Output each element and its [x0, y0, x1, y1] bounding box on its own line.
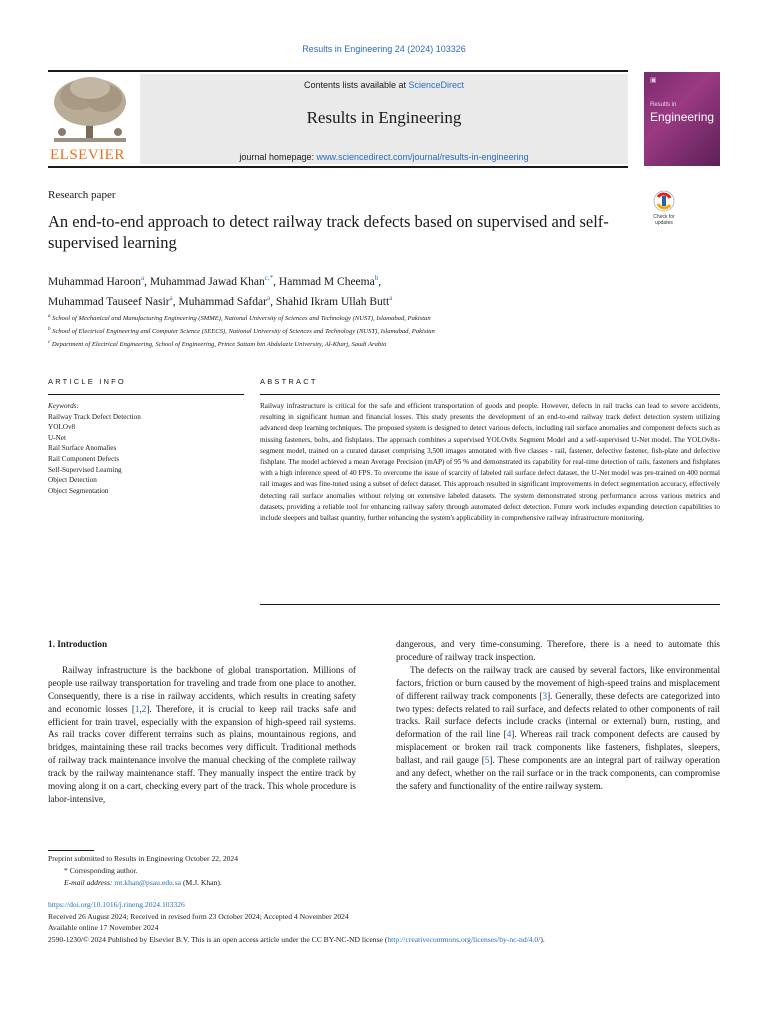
- keyword-item: Self-Supervised Learning: [48, 465, 122, 474]
- contents-prefix: Contents lists available at: [303, 80, 409, 90]
- paragraph-text: Railway infrastructure is the backbone of global transportation. Millions of people use railway transportation for traveling and trade from one place to another. Consequently, there is a rise in railway accidents, which results in creating safety and economic losses [: [48, 664, 356, 714]
- check-updates-label: Check for updates: [653, 214, 675, 226]
- paragraph-text: ,: [139, 703, 142, 714]
- author-affiliation-mark[interactable]: a: [140, 274, 145, 282]
- author-name[interactable]: Hammad M Cheema: [278, 275, 375, 288]
- abstract-bottom-rule: [260, 604, 720, 605]
- footnote-rule: [48, 850, 94, 851]
- body-paragraph: [396, 664, 720, 793]
- article-type: Research paper: [48, 189, 116, 201]
- affiliation-key: a: [48, 314, 51, 319]
- paragraph-text: ]. Generally, these defects are categorized into two types: defects related to rail surface, and defects related to other components of rail tracks. Rail surface defects include cracks (internal or external) burn, rusting, and deformation of the rail line [: [396, 690, 720, 740]
- body-paragraph: [48, 664, 356, 806]
- email-note: [48, 877, 728, 889]
- article-title: An end-to-end approach to detect railway track defects based on supervised and self-supervised learning: [48, 212, 609, 252]
- body-column-left: [48, 638, 356, 806]
- homepage-link[interactable]: www.sciencedirect.com/journal/results-in-engineering: [316, 152, 529, 162]
- available-online: Available online 17 November 2024: [48, 923, 159, 933]
- license-line: [48, 934, 728, 946]
- author-separator: ,: [172, 295, 179, 308]
- author-name[interactable]: Muhammad Tauseef Nasir: [48, 295, 170, 308]
- paragraph-text: The defects on the railway track are caused by several factors, like environmental factors, friction or burn caused by the movement of high-speed trains and misplacement of different railway track components [: [396, 664, 720, 701]
- header-rule-bottom: [48, 166, 628, 168]
- journal-title: Results in Engineering: [306, 108, 462, 127]
- affiliation-text: School of Electrical Engineering and Computer Science (SEECS), National University of Sciences and Technology (NUST), Islamabad, Pakistan: [52, 328, 435, 336]
- affiliation-item: [48, 311, 708, 324]
- citation-link[interactable]: 5: [484, 755, 490, 766]
- author-affiliation-mark[interactable]: b: [374, 274, 379, 282]
- keyword-item: Railway Track Defect Detection: [48, 412, 141, 421]
- author-name[interactable]: Muhammad Safdar: [178, 295, 267, 308]
- cover-small-text: Results in: [650, 102, 677, 108]
- paragraph-text: ]. Therefore, it is crucial to keep rail tracks safe and efficient for train travel, especially with the expansion of high-speed rail systems. As rail tracks cover different terrains such as plains, mountainous regions, and bridges, maintaining these rail tracks becomes very difficult. Traditional methods of railway track maintenance involve the manual checking of the complete railway track by the railway maintenance staff. They manually inspect the entire track by moving along it on a cart, checking every part of the track. This whole procedure is labor-intensive,: [48, 703, 356, 804]
- author-separator: ,: [378, 275, 382, 288]
- affiliation-key: c: [48, 340, 51, 346]
- header-rule-top: [48, 70, 628, 72]
- publication-info: [48, 899, 728, 946]
- author-list: [48, 270, 688, 310]
- license-text: ).: [540, 935, 545, 945]
- paragraph-text: ]. Whereas rail track component defects are caused by misplacement or broken rail track components like fasteners, fishplates, sleepers, ballast, and rail gauge [: [396, 729, 721, 766]
- keyword-item: Object Segmentation: [48, 486, 109, 495]
- doi-link[interactable]: https://doi.org/10.1016/j.rineng.2024.103326: [48, 900, 185, 909]
- keyword-item: YOLOv8: [48, 423, 76, 432]
- author-name[interactable]: Shahid Ikram Ullah Butt: [275, 295, 390, 308]
- keyword-item: Rail Surface Anomalies: [48, 444, 117, 453]
- email-suffix: (M.J. Khan).: [182, 878, 222, 888]
- citation-link[interactable]: 2: [141, 703, 147, 714]
- contents-line: [140, 80, 628, 90]
- license-text: 2590-1230/© 2024 Published by Elsevier B.V. This is an open access article under the CC BY-NC-ND license (: [48, 935, 388, 945]
- corresponding-mark: *: [64, 866, 68, 876]
- affiliation-list: [48, 311, 708, 351]
- author-affiliation-mark[interactable]: a: [266, 293, 271, 302]
- section-heading: 1. Introduction: [48, 639, 108, 649]
- paragraph-text: ]. These components are an integral part of railway operation and any defect, whether on the rail surface or in the track components, can compromise the safety and functionality of the entire railway system.: [396, 755, 720, 791]
- article-info-header: ARTICLE INFO: [48, 377, 126, 386]
- author-name[interactable]: Muhammad Haroon: [48, 275, 141, 288]
- elsevier-tree-icon: [48, 74, 132, 146]
- keywords-label: Keywords:: [48, 402, 79, 410]
- body-column-right: [396, 638, 720, 793]
- affiliation-text: Department of Electrical Engineering, School of Engineering, Prince Sattam bin Abdulaziz University, Al-Kharj, Saudi Arabia: [51, 341, 387, 349]
- affiliation-text: School of Mechanical and Manufacturing Engineering (SMME), National University of Sciences and Technology (NUST), Islamabad, Pakistan: [52, 315, 431, 323]
- citation-link[interactable]: 4: [506, 729, 512, 740]
- homepage-line: [140, 152, 628, 162]
- check-updates-icon: [646, 190, 682, 214]
- author-separator: ,: [270, 295, 276, 308]
- citation-link[interactable]: 3: [542, 690, 548, 701]
- affiliation-item: [48, 337, 708, 350]
- article-info-rule: [48, 394, 244, 395]
- homepage-prefix: journal homepage:: [239, 152, 317, 162]
- abstract-rule: [260, 394, 720, 395]
- journal-reference[interactable]: Results in Engineering 24 (2024) 103326: [302, 44, 466, 54]
- cover-title: Engineering: [650, 110, 715, 124]
- preprint-note: Preprint submitted to Results in Engineering October 22, 2024: [48, 854, 239, 863]
- check-for-updates-badge[interactable]: [646, 190, 682, 230]
- footnotes: [48, 853, 728, 890]
- sciencedirect-link[interactable]: ScienceDirect: [408, 80, 465, 90]
- corresponding-note: [48, 865, 728, 877]
- corresponding-text: Corresponding author.: [69, 866, 138, 876]
- elsevier-wordmark: ELSEVIER: [50, 147, 125, 163]
- abstract-header: ABSTRACT: [260, 377, 318, 386]
- author-name[interactable]: Muhammad Jawad Khan: [149, 275, 265, 288]
- email-label: E-mail address:: [64, 878, 113, 888]
- keyword-item: Object Detection: [48, 476, 97, 485]
- received-dates: Received 26 August 2024; Received in revised form 23 October 2024; Accepted 4 November 2024: [48, 911, 349, 921]
- keyword-item: Rail Component Defects: [48, 454, 120, 463]
- author-affiliation-mark[interactable]: a: [389, 293, 393, 302]
- keywords-block: [48, 401, 248, 496]
- elsevier-logo: [48, 74, 132, 164]
- body-paragraph: dangerous, and very time-consuming. Therefore, there is a need to automate this procedure of railway track inspection.: [396, 639, 720, 662]
- author-affiliation-mark[interactable]: c,*: [264, 274, 274, 282]
- license-link[interactable]: http://creativecommons.org/licenses/by-nc-nd/4.0/: [387, 935, 541, 945]
- keyword-item: U-Net: [48, 433, 66, 442]
- affiliation-key: b: [48, 327, 51, 333]
- email-link[interactable]: mt.khan@psau.edu.sa: [114, 878, 182, 888]
- author-separator: ,: [144, 275, 150, 288]
- journal-cover[interactable]: [644, 72, 720, 166]
- affiliation-item: [48, 324, 708, 337]
- cover-publisher-mark: ▣: [650, 77, 657, 84]
- abstract-text: Railway infrastructure is critical for the safe and efficient transportation of goods and people. However, defects in rail tracks can lead to severe accidents, resulting in significant human and financial losses. This study presents the development of an end-to-end railway track defect detection system utilizing advanced deep learning techniques. The proposed system is designed to detect various defects, including rail surface anomalies and component defects such as missing fasteners, bolts, and fishplates. The approach combines a supervised YOLOv8x Segment Model and a self-supervised U-Net model. The YOLOv8x-segment model, trained on a curated dataset comprising 3,500 images annotated with five classes - rail, fastener, defective fastener, fish-plate and defective fishplate. The model achieved a mean Average Precision (mAP) of 95 % and demonstrated its capability for real-time detection of rails, fasteners and fishplates with a high inference speed of 40 FPS. To overcome the issue of scarcity of labeled rail surface defect dataset, the U-Net model was pre-trained on 400 normal rail images and was fine-tuned using a subset of defect dataset. This approach resulted in significant improvements in defect segmentation accuracy, effectively detecting rail surface anomalies without relying on extensive labeled datasets. The system demonstrated strong performance across various metrics and datasets, providing a reliable tool for enhancing railway safety through automated defect detection. Future work includes expanding detection capabilities to include sleepers and ballast quantity, further enhancing the system's applicability in comprehensive railway infrastructure monitoring.: [260, 402, 720, 523]
- author-affiliation-mark[interactable]: a: [169, 293, 173, 302]
- citation-link[interactable]: 1: [134, 703, 140, 714]
- author-separator: ,: [273, 275, 279, 288]
